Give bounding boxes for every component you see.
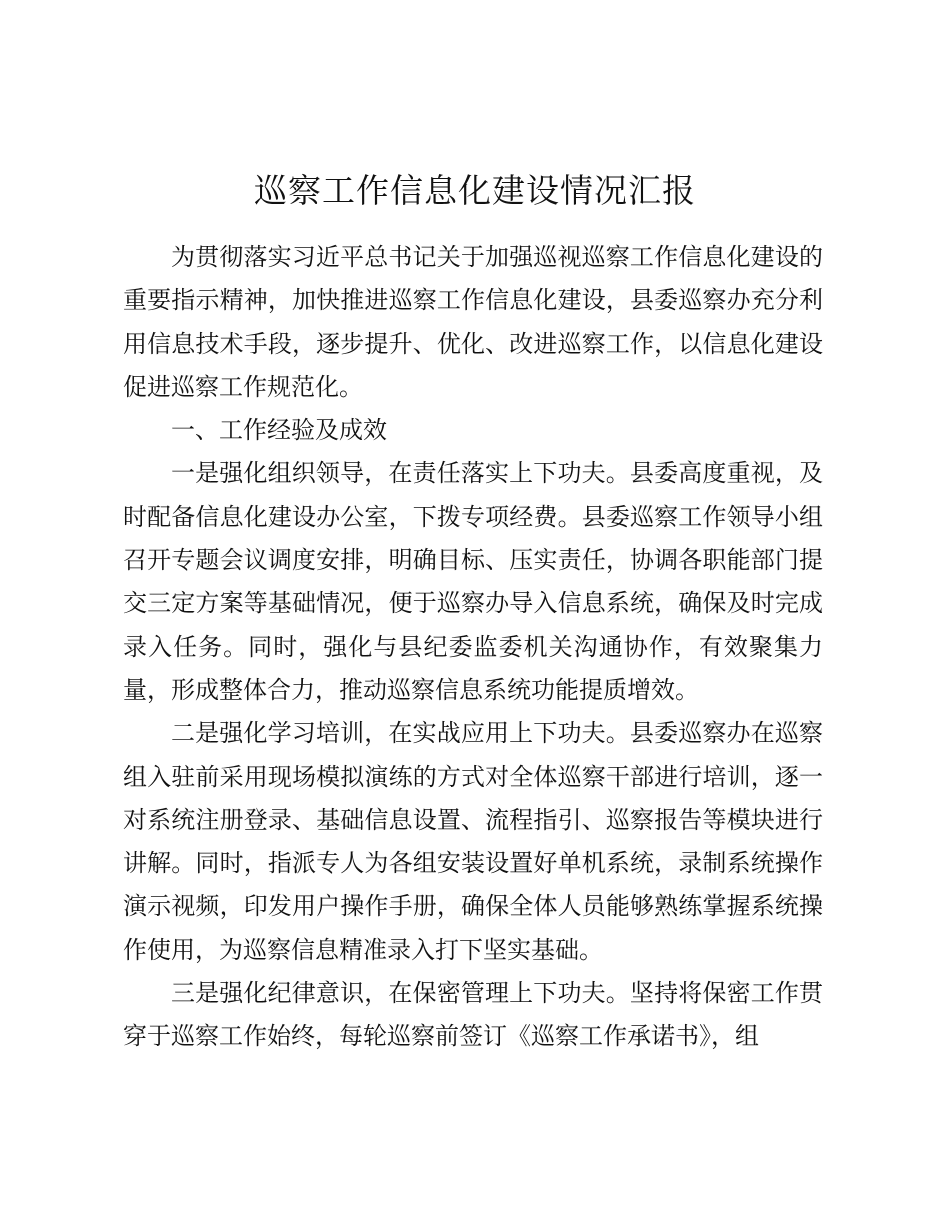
paragraph-organization: 一是强化组织领导，在责任落实上下功夫。县委高度重视，及时配备信息化建设办公室，下拨专项经费。县委巡察工作领导小组召开专题会议调度安排，明确目标、压实责任，协调各职能部门提交三定方案等基础情况，便于巡察办导入信息系统，确保及时完成录入任务。同时，强化与县纪委监委机关沟通协作，有效聚集力量，形成整体合力，推动巡察信息系统功能提质增效。 <box>123 459 823 704</box>
paragraph-intro: 为贯彻落实习近平总书记关于加强巡视巡察工作信息化建设的重要指示精神，加快推进巡察工作信息化建设，县委巡察办充分利用信息技术手段，逐步提升、优化、改进巡察工作，以信息化建设促进巡察工作规范化。 <box>123 243 823 401</box>
document-title: 巡察工作信息化建设情况汇报 <box>254 171 696 210</box>
paragraph-discipline: 三是强化纪律意识，在保密管理上下功夫。坚持将保密工作贯穿于巡察工作始终，每轮巡察前签订《巡察工作承诺书》，组 <box>123 979 823 1051</box>
paragraph-training: 二是强化学习培训，在实战应用上下功夫。县委巡察办在巡察组入驻前采用现场模拟演练的方式对全体巡察干部进行培训，逐一对系统注册登录、基础信息设置、流程指引、巡察报告等模块进行讲解。同时，指派专人为各组安装设置好单机系统，录制系统操作演示视频，印发用户操作手册，确保全体人员能够熟练掌握系统操作使用，为巡察信息精准录入打下坚实基础。 <box>123 719 823 964</box>
section-heading: 一、工作经验及成效 <box>171 416 387 445</box>
document-body <box>123 236 823 1059</box>
